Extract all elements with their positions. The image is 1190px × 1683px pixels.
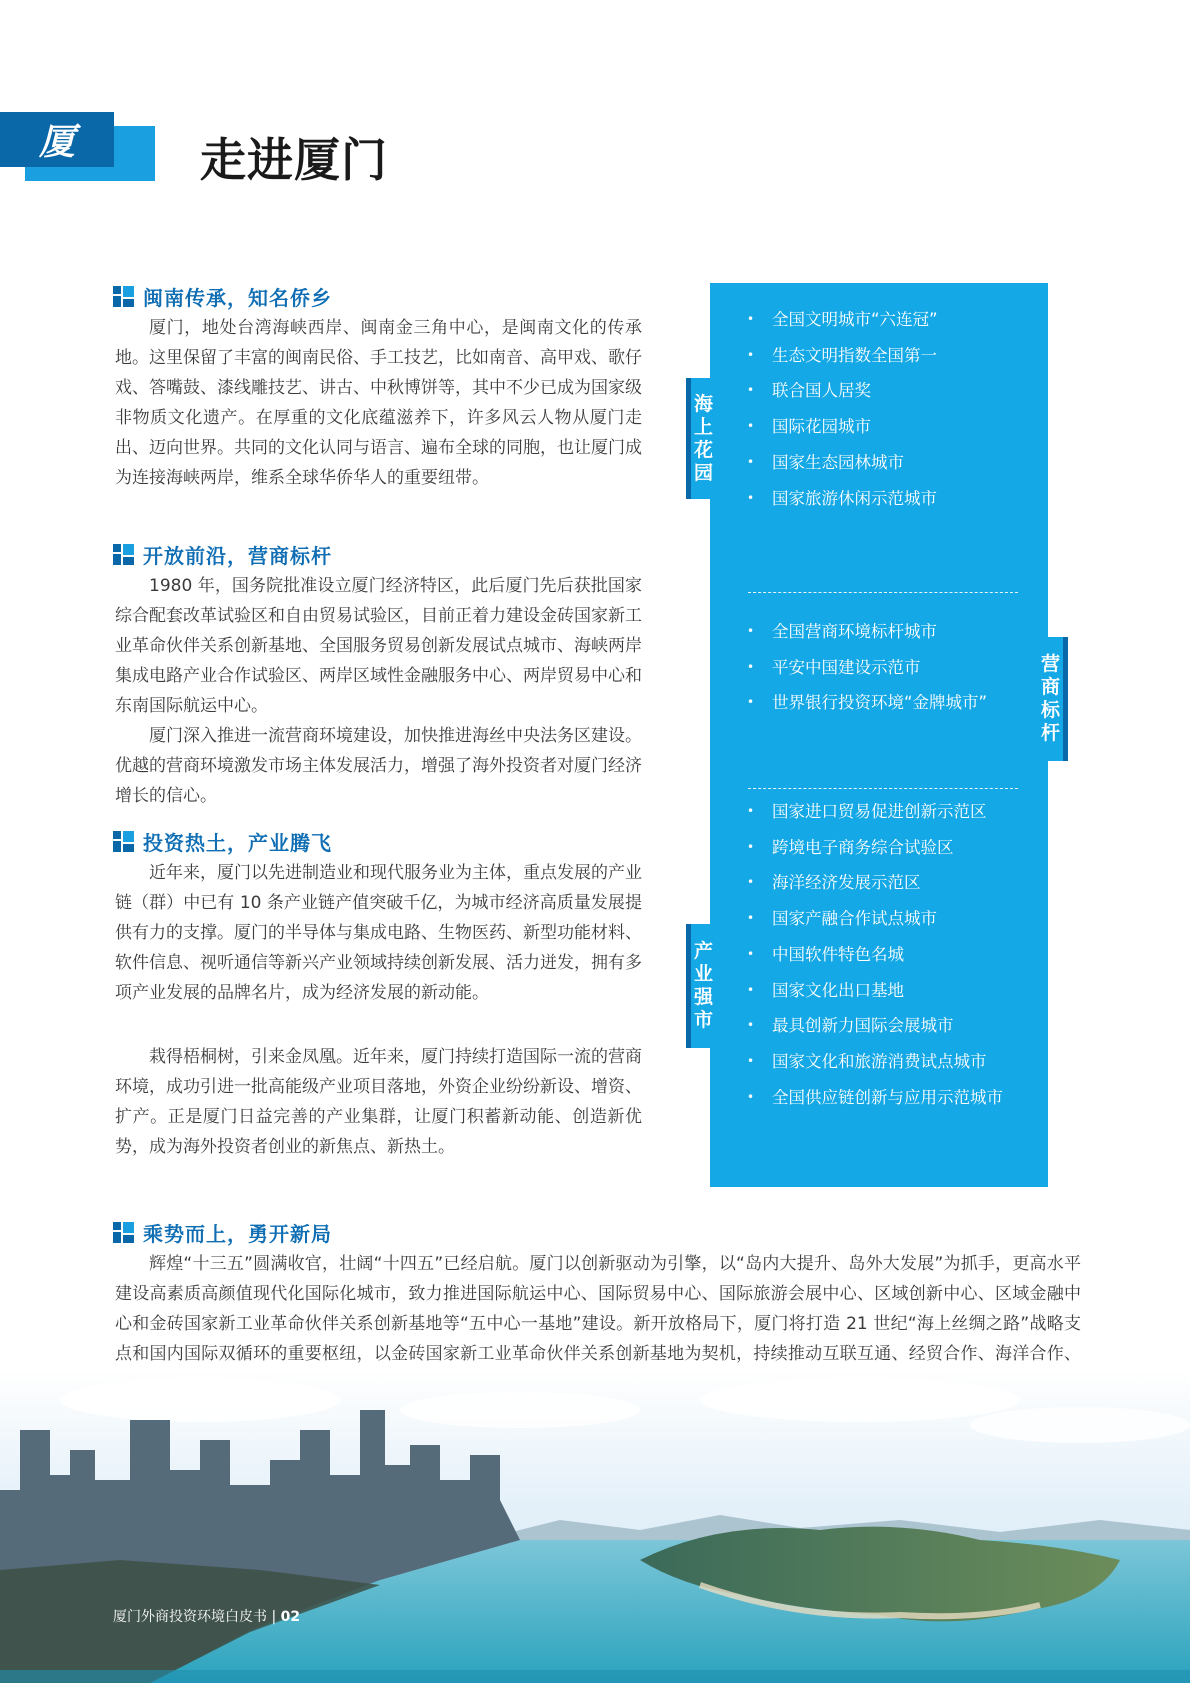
panel-divider — [748, 788, 1018, 789]
tab-sea-garden — [686, 378, 716, 499]
tab-char: 杆 — [1040, 722, 1060, 744]
tab-char: 花 — [693, 438, 713, 461]
section-1-paragraph-1: 厦门，地处台湾海峡西岸、闽南金三角中心，是闽南文化的传承地。这里保留了丰富的闽南民俗、手工技艺，比如南音、高甲戏、歌仔戏、答嘴鼓、漆线雕技艺、讲古、中秋博饼等，其中不少已成为国家级非物质文化遗产。在厚重的文化底蕴滋养下，许多风云人物从厦门走出、迈向世界。共同的文化认同与语言、遍布全球的同胞，也让厦门成为连接海峡两岸，维系全球华侨华人的重要纽带。 — [115, 318, 642, 488]
list-item: • 国家进口贸易促进创新示范区 — [747, 794, 1003, 830]
section-title: 开放前沿，营商标杆 — [143, 544, 332, 568]
tab-char: 园 — [693, 461, 713, 484]
list-item: • 海洋经济发展示范区 — [747, 865, 1003, 901]
section-heading-3 — [113, 827, 332, 856]
tab-industry-city — [686, 924, 716, 1048]
page-footer — [113, 1606, 300, 1626]
list-item: • 全国文明城市“六连冠” — [747, 302, 938, 338]
list-item: • 跨境电子商务综合试验区 — [747, 830, 1003, 866]
section-bullet-icon — [113, 1222, 135, 1244]
list-item: • 平安中国建设示范市 — [747, 650, 987, 686]
list-item: • 联合国人居奖 — [747, 373, 938, 409]
tab-char: 海 — [693, 392, 713, 415]
honors-list-industry-items — [747, 794, 1003, 1115]
honors-panel — [710, 283, 1048, 1187]
section-2-paragraph-1: 1980 年，国务院批准设立厦门经济特区，此后厦门先后获批国家综合配套改革试验区和自由贸易试验区，目前正着力建设金砖国家新工业革命伙伴关系创新基地、全国服务贸易创新发展试点城市、海峡两岸集成电路产业合作试验区、两岸区域性金融服务中心、两岸贸易中心和东南国际航运中心。 — [115, 576, 642, 716]
section-2-paragraph-2: 厦门深入推进一流营商环境建设，加快推进海丝中央法务区建设。优越的营商环境激发市场主体发展活力，增强了海外投资者对厦门经济增长的信心。 — [115, 726, 642, 806]
honors-list-garden-items — [747, 302, 938, 516]
section-3-paragraph-2: 栽得梧桐树，引来金凤凰。近年来，厦门持续打造国际一流的营商环境，成功引进一批高能级产业项目落地，外资企业纷纷新设、增资、扩产。正是厦门日益完善的产业集群，让厦门积蓄新动能、创造新优势，成为海外投资者创业的新焦点、新热土。 — [115, 1047, 642, 1157]
panel-divider — [748, 592, 1018, 593]
section-heading-1 — [113, 282, 332, 311]
footer-separator: | — [271, 1609, 277, 1625]
tab-char: 业 — [693, 963, 713, 985]
section-heading-4 — [113, 1218, 332, 1247]
list-item: • 生态文明指数全国第一 — [747, 338, 938, 374]
section-4-paragraph-1: 辉煌“十三五”圆满收官，壮阔“十四五”已经启航。厦门以创新驱动为引擎，以“岛内大提升、岛外大发展”为抓手，更高水平建设高素质高颜值现代化国际化城市，致力推进国际航运中心、国际贸易中心、国际旅游会展中心、区域创新中心、区域金融中心和金砖国家新工业革命伙伴关系创新基地等“五中心一基地”建设。新开放格局下，厦门将打造 21 世纪“海上丝绸之路”战略支点和国内国际双循环的重要枢纽，以金砖国家新工业革命伙伴关系创新基地为契机，持续推动互联互通、经贸合作、海洋合作、 — [115, 1254, 1081, 1364]
list-item: • 全国营商环境标杆城市 — [747, 614, 987, 650]
header-logo-glyph: 厦 — [38, 121, 75, 163]
section-title: 乘势而上，勇开新局 — [143, 1222, 332, 1246]
tab-char: 强 — [693, 986, 713, 1008]
section-bullet-icon — [113, 286, 135, 308]
list-item: • 国家文化和旅游消费试点城市 — [747, 1044, 1003, 1080]
section-heading-2 — [113, 540, 332, 569]
tab-char: 营 — [1040, 653, 1060, 675]
list-item: • 国家产融合作试点城市 — [747, 901, 1003, 937]
tab-char: 商 — [1040, 676, 1060, 698]
section-title: 闽南传承，知名侨乡 — [143, 286, 332, 310]
page-title: 走进厦门 — [200, 133, 388, 187]
tab-char: 标 — [1040, 699, 1060, 721]
tab-business-benchmark — [1038, 637, 1068, 761]
section-3-paragraph-1: 近年来，厦门以先进制造业和现代服务业为主体，重点发展的产业链（群）中已有 10 条产业链产值突破千亿，为城市经济高质量发展提供有力的支撑。厦门的半导体与集成电路、生物医药、新型功能材料、软件信息、视听通信等新兴产业领域持续创新发展、活力迸发，拥有多项产业发展的品牌名片，成为经济发展的新动能。 — [115, 863, 642, 1003]
section-bullet-icon — [113, 544, 135, 566]
xiamen-cityscape-photo — [0, 1370, 1190, 1683]
honors-list-business-items — [747, 614, 987, 721]
footer-page-number: 02 — [280, 1609, 301, 1625]
list-item: • 中国软件特色名城 — [747, 937, 1003, 973]
list-item: • 国家文化出口基地 — [747, 973, 1003, 1009]
footer-publication: 厦门外商投资环境白皮书 — [113, 1609, 267, 1625]
tab-char: 上 — [693, 415, 713, 438]
list-item: • 国际花园城市 — [747, 409, 938, 445]
list-item: • 国家旅游休闲示范城市 — [747, 481, 938, 517]
list-item: • 最具创新力国际会展城市 — [747, 1008, 1003, 1044]
tab-char: 产 — [693, 940, 713, 962]
list-item: • 全国供应链创新与应用示范城市 — [747, 1080, 1003, 1116]
section-title: 投资热土，产业腾飞 — [143, 831, 332, 855]
tab-char: 市 — [693, 1009, 713, 1031]
list-item: • 世界银行投资环境“金牌城市” — [747, 685, 987, 721]
list-item: • 国家生态园林城市 — [747, 445, 938, 481]
section-bullet-icon — [113, 831, 135, 853]
header-logo-block — [0, 112, 114, 167]
